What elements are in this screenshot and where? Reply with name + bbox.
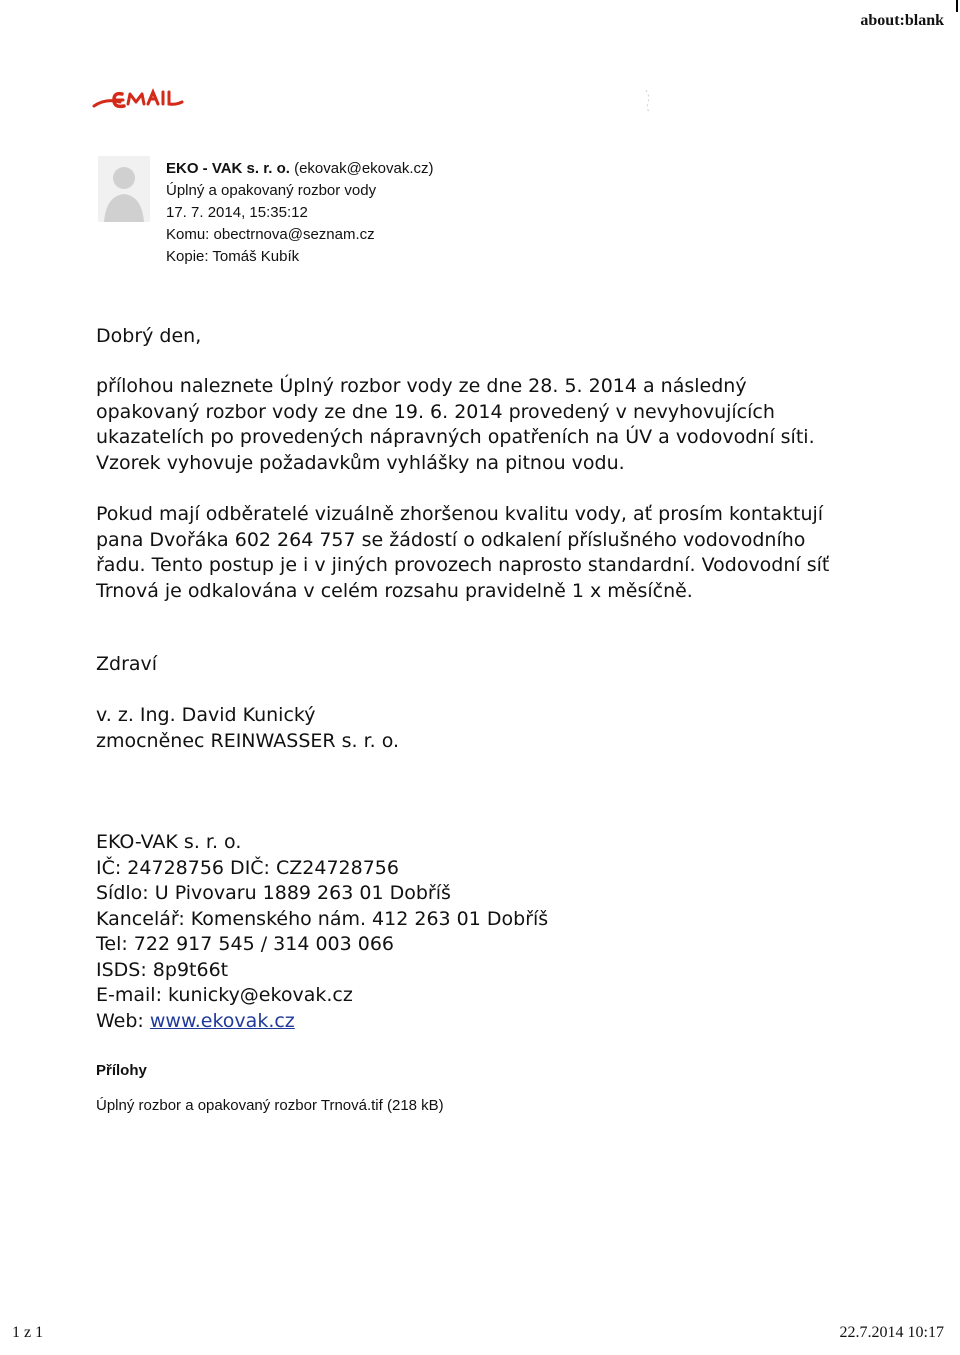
- paragraph-2: [96, 502, 829, 604]
- company-web: [96, 1009, 548, 1035]
- company-signature: [96, 830, 548, 1034]
- attachments-title: Přílohy: [96, 1062, 147, 1079]
- paragraph-line: přílohou naleznete Úplný rozbor vody ze dne 28. 5. 2014 a následný: [96, 375, 747, 397]
- paragraph-line: pana Dvořáka 602 264 757 se žádostí o odkalení příslušného vodovodního: [96, 528, 806, 551]
- company-email: E-mail: kunicky@ekovak.cz: [96, 984, 353, 1006]
- page-url: about:blank: [860, 12, 944, 29]
- paragraph-line: Pokud mají odběratelé vizuálně zhoršenou kvalitu vody, ať prosím kontaktují: [96, 503, 824, 525]
- paragraph-line: ukazatelích po provedených nápravných opatřeních na ÚV a vodovodní síti.: [96, 426, 815, 448]
- corner-mark: [956, 0, 958, 12]
- email-logo: [92, 80, 192, 116]
- company-name: EKO-VAK s. r. o.: [96, 831, 242, 853]
- print-timestamp: 22.7.2014 10:17: [839, 1324, 944, 1341]
- avatar: [98, 156, 150, 222]
- paragraph-line: opakovaný rozbor vody ze dne 19. 6. 2014 provedený v nevyhovujících: [96, 400, 775, 423]
- closing-text: Zdraví: [96, 653, 158, 675]
- email-header: [166, 158, 434, 268]
- signer-name: v. z. Ing. David Kunický: [96, 704, 316, 726]
- company-office: Kancelář: Komenského nám. 412 263 01 Dobříš: [96, 907, 549, 930]
- signer-role: zmocněnec REINWASSER s. r. o.: [96, 729, 400, 752]
- paragraph-line: Vzorek vyhovuje požadavkům vyhlášky na pitnou vodu.: [96, 451, 625, 474]
- scan-speck: [640, 86, 658, 116]
- web-link[interactable]: www.ekovak.cz: [149, 1009, 295, 1032]
- company-tel: Tel: 722 917 545 / 314 003 066: [96, 933, 395, 955]
- email-subject: Úplný a opakovaný rozbor vody: [166, 182, 377, 199]
- web-label: Web:: [96, 1009, 150, 1032]
- company-ids: IČ: 24728756 DIČ: CZ24728756: [96, 856, 399, 879]
- greeting: [96, 324, 201, 350]
- greeting-text: Dobrý den,: [96, 325, 202, 347]
- email-date: 17. 7. 2014, 15:35:12: [166, 204, 308, 221]
- paragraph-line: řadu. Tento postup je i v jiných provozech naprosto standardní. Vodovodní síť: [96, 554, 830, 576]
- sender-name: EKO - VAK s. r. o.: [166, 160, 290, 177]
- email-to: Komu: obectrnova@seznam.cz: [166, 226, 375, 243]
- paragraph-line: Trnová je odkalována v celém rozsahu pravidelně 1 x měsíčně.: [96, 579, 693, 602]
- company-isds: ISDS: 8p9t66t: [96, 958, 229, 981]
- paragraph-1: [96, 374, 815, 476]
- signer-block: [96, 703, 399, 754]
- company-seat: Sídlo: U Pivovaru 1889 263 01 Dobříš: [96, 882, 451, 904]
- page-counter: 1 z 1: [12, 1324, 44, 1341]
- closing: [96, 652, 157, 678]
- sender-email[interactable]: (ekovak@ekovak.cz): [294, 160, 434, 177]
- email-cc: Kopie: Tomáš Kubík: [166, 248, 300, 265]
- attachment-file[interactable]: Úplný rozbor a opakovaný rozbor Trnová.tif (218 kB): [96, 1097, 444, 1114]
- sender-line: [166, 158, 434, 180]
